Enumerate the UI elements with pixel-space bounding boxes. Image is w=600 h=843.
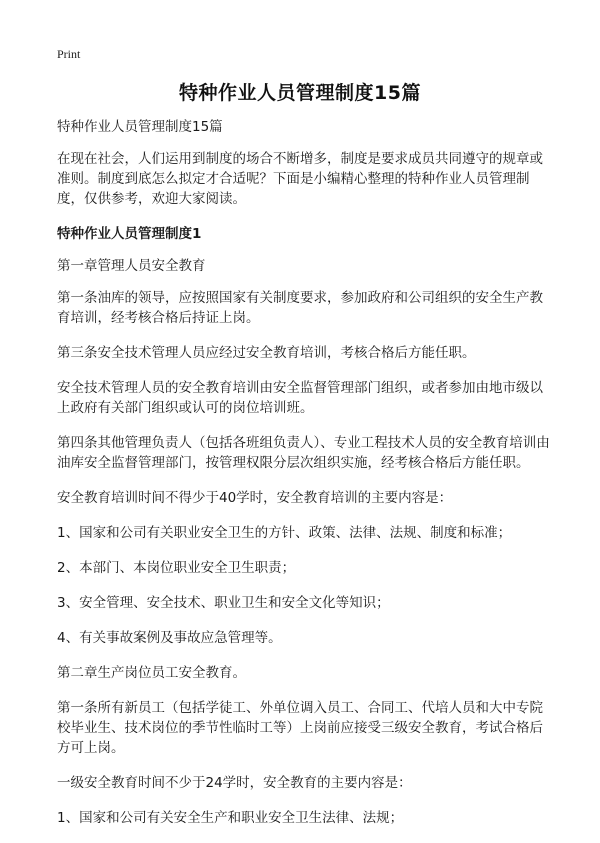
list-item: 1、国家和公司有关职业安全卫生的方针、政策、法律、法规、制度和标准； bbox=[57, 525, 512, 541]
print-label: Print bbox=[57, 47, 81, 61]
chapter-heading: 第一章管理人员安全教育 bbox=[57, 258, 206, 274]
list-item: 2、本部门、本岗位职业安全卫生职责； bbox=[57, 560, 296, 576]
page-title: 特种作业人员管理制度15篇 bbox=[179, 82, 421, 104]
paragraph: 安全教育培训时间不得少于40学时，安全教育培训的主要内容是： bbox=[57, 490, 453, 506]
list-item: 3、安全管理、安全技术、职业卫生和安全文化等知识； bbox=[57, 595, 390, 611]
paragraph: 第一条油库的领导，应按照国家有关制度要求，参加政府和公司组织的安全生产教育培训，经考核合格后持证上岗。 bbox=[57, 290, 543, 326]
paragraph: 第三条安全技术管理人员应经过安全教育培训，考核合格后方能任职。 bbox=[57, 345, 476, 361]
paragraph: 第一条所有新员工（包括学徒工、外单位调入员工、合同工、代培人员和大中专院校毕业生、技术岗位的季节性临时工等）上岗前应接受三级安全教育，考试合格后方可上岗。 bbox=[57, 700, 543, 756]
paragraph: 一级安全教育时间不少于24学时，安全教育的主要内容是： bbox=[57, 775, 412, 791]
paragraph: 安全技术管理人员的安全教育培训由安全监督管理部门组织，或者参加由地市级以上政府有关部门组织或认可的岗位培训班。 bbox=[57, 380, 543, 416]
chapter-heading: 第二章生产岗位员工安全教育。 bbox=[57, 665, 246, 681]
paragraph: 第四条其他管理负责人（包括各班组负责人）、专业工程技术人员的安全教育培训由油库安全监督管理部门，按管理权限分层次组织实施，经考核合格后方能任职。 bbox=[57, 435, 550, 471]
list-item: 4、有关事故案例及事故应急管理等。 bbox=[57, 630, 282, 646]
document-subtitle: 特种作业人员管理制度15篇 bbox=[57, 119, 223, 135]
document-body bbox=[57, 117, 552, 843]
intro-paragraph: 在现在社会，人们运用到制度的场合不断增多，制度是要求成员共同遵守的规章或准则。制度到底怎么拟定才合适呢？下面是小编精心整理的特种作业人员管理制度，仅供参考，欢迎大家阅读。 bbox=[57, 151, 543, 207]
list-item: 1、国家和公司有关安全生产和职业安全卫生法律、法规； bbox=[57, 810, 404, 826]
section-heading: 特种作业人员管理制度1 bbox=[57, 226, 202, 242]
